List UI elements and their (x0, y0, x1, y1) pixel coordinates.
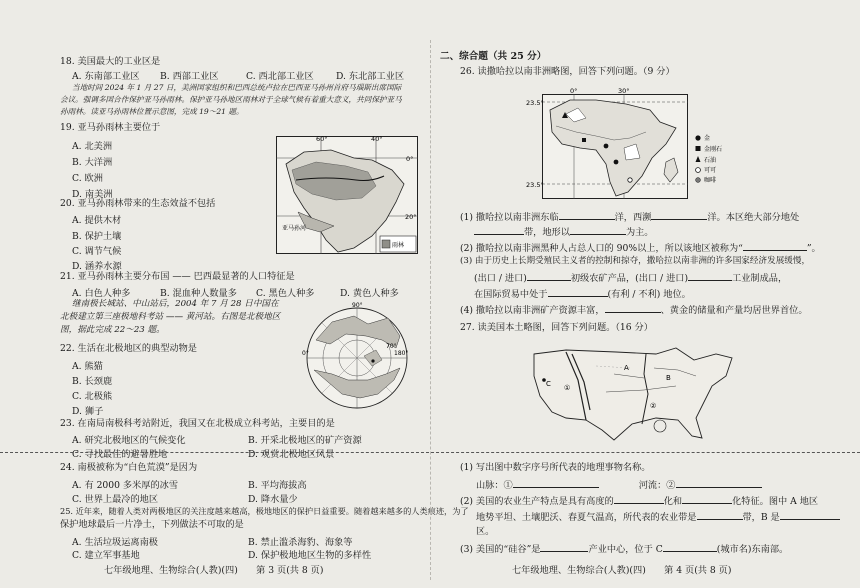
fold-cut-line (0, 452, 860, 453)
q22-option-d: D. 狮子 (72, 406, 104, 417)
q26-1-text-c: 洋。本区绝大部分地处 (707, 212, 800, 223)
q26-line2 (474, 225, 654, 238)
q21-option-d: D. 黄色人种多 (340, 288, 399, 299)
q26-2-text-a: (2) 撒哈拉以南非洲黑种人占总人口的 90%以上，所以该地区被称为“ (460, 243, 743, 254)
q27-2-blank-feature-2[interactable] (682, 494, 732, 504)
q18-stem: 18. 美国最大的工业区是 (60, 56, 161, 67)
q26-3-text-d: 在国际贸易中处于 (474, 289, 548, 300)
q18-option-b: B. 西部工业区 (160, 71, 219, 82)
us-map-label-b: B (666, 374, 671, 382)
q26-4-blank-mineral[interactable] (605, 303, 661, 313)
q21-option-b: B. 混血种人数量多 (160, 288, 237, 299)
q27-2-text-a: (2) 美国的农业生产特点是具有高度的 (460, 496, 614, 507)
q23-option-d: D. 观赏北极地区风景 (248, 449, 335, 460)
q26-line1 (460, 210, 799, 223)
q21-stem: 21. 亚马孙雨林主要分布国 —— 巴西最显著的人口特征是 (60, 271, 295, 282)
q26-4-text-b: 、黄金的储量和产量均居世界首位。 (660, 305, 808, 316)
sub-saharan-africa-map (526, 88, 752, 200)
q20-stem: 20. 亚马孙雨林带来的生态效益不包括 (60, 198, 216, 209)
q26-3-text-c: 工业制成品， (732, 273, 788, 284)
q27-2-blank-belt-a[interactable] (697, 510, 743, 520)
q27-2-text-c: 化特征。图中 A 地区 (732, 496, 819, 507)
us-map-label-c: C (546, 380, 551, 388)
us-map-label-a: A (624, 364, 629, 372)
q24-option-a: A. 有 2000 多米厚的冰雪 (72, 480, 179, 491)
amazon-map-lat-20: 20° (405, 213, 417, 221)
page-4-column (430, 0, 860, 588)
q25-option-c: C. 建立军事基地 (72, 550, 140, 561)
q20-option-b: B. 保护土壤 (72, 231, 122, 242)
q27-1-text-a: 山脉：① (476, 480, 513, 491)
q26-3-blank-primary[interactable] (527, 271, 571, 281)
us-map-river-2: ② (650, 402, 657, 410)
q25-option-b: B. 禁止滥杀海豹、海象等 (248, 537, 353, 548)
amazon-map-legend: 雨林 (392, 242, 405, 249)
q23-stem: 23. 在南局南极科考站附近，我国又在北极成立科考站，主要目的是 (60, 418, 335, 429)
q25-stem-line2: 保护地球最后一片净土，下列做法不可取的是 (60, 519, 244, 530)
arctic-polar-map (302, 300, 412, 412)
q26-3-blank-position[interactable] (548, 287, 608, 297)
q24-option-b: B. 平均海拔高 (248, 480, 307, 491)
q22-stem: 22. 生活在北极地区的典型动物是 (60, 343, 197, 354)
q26-3-text-e: (有利 / 不利) 地位。 (607, 289, 691, 300)
q26-1-blank-climate-zone[interactable] (474, 225, 524, 235)
q26-1-blank-ocean-west[interactable] (651, 210, 707, 220)
arctic-map-70: 70° (386, 343, 397, 350)
q26-4-text-a: (4) 撒哈拉以南非洲矿产资源丰富， (460, 305, 605, 316)
africa-map-lon-30: 30° (618, 88, 630, 95)
amazon-map-river-label: 亚马孙河 (282, 225, 307, 232)
legend-gold: 金 (704, 135, 711, 142)
amazon-map-lon-40: 40° (371, 136, 383, 143)
q23-option-b: B. 开采北极地区的矿产资源 (248, 435, 362, 446)
q25-option-a: A. 生活垃圾运离南极 (72, 537, 158, 548)
q27-line6 (460, 542, 788, 555)
q20-option-d: D. 涵养水源 (72, 261, 122, 272)
legend-cocoa: 可可 (704, 167, 717, 174)
passage-amazon-line3: 孙雨林。读亚马孙雨林位置示意图，完成 19～21 题。 (60, 107, 244, 116)
q21-option-a: A. 白色人种多 (72, 288, 131, 299)
q24-option-d: D. 降水量少 (248, 494, 298, 505)
legend-diamond: 金刚石 (704, 146, 723, 153)
amazon-map-lat-0: 0° (406, 155, 414, 163)
q27-line2 (476, 478, 762, 491)
passage-arctic-line1: 继南极长城站、中山站后，2004 年 7 月 28 日中国在 (72, 299, 279, 309)
q27-2-text-e: 带，B 是 (742, 512, 780, 523)
amazon-rainforest-map (276, 136, 418, 254)
q27-1-blank-mountain[interactable] (513, 478, 599, 488)
q19-option-c: C. 欧洲 (72, 173, 103, 184)
q25-stem-line1: 25. 近年来，随着人类对两极地区的关注度越来越高，极地地区的保护日益重要。随着越来越多的人类痕迹，为了 (60, 506, 469, 516)
page-4-footer: 七年级地理、生物综合(人教)(四) 第 4 页(共 8 页) (512, 565, 732, 576)
q18-option-d: D. 东北部工业区 (336, 71, 405, 82)
q19-option-d: D. 南美洲 (72, 189, 113, 200)
arctic-map-180: 180° (394, 350, 409, 357)
q27-2-text-b: 化和 (663, 496, 683, 507)
passage-arctic-line3: 图，据此完成 22～23 题。 (60, 325, 165, 335)
section-heading: 二、综合题（共 25 分） (440, 51, 547, 62)
q26-3-blank-industrial[interactable] (688, 271, 732, 281)
q27-stem: 27. 读美国本土略图，回答下列问题。（16 分） (460, 322, 653, 333)
q20-option-c: C. 调节气候 (72, 246, 122, 257)
legend-oil: 石油 (704, 157, 717, 164)
q27-3-blank-city[interactable] (663, 542, 717, 552)
q24-stem: 24. 南极被称为“白色荒漠”是因为 (60, 462, 198, 473)
q27-2-text-d: 地势平坦、土壤肥沃、春夏气温高，所代表的农业带是 (476, 512, 697, 523)
passage-amazon-line2: 会议。强调多国合作保护亚马孙雨林。保护亚马孙地区雨林对于全球气候有着重大意义，共同保护亚马 (60, 95, 402, 104)
q27-1-blank-river[interactable] (676, 478, 762, 488)
q26-line6 (474, 287, 691, 300)
amazon-map-lon-60: 60° (316, 136, 328, 143)
q27-3-text-a: (3) 美国的“硅谷”是 (460, 544, 541, 555)
q26-1-blank-ocean-east[interactable] (559, 210, 615, 220)
q26-1-text-d: 带，地形以 (524, 227, 570, 238)
africa-map-lon-0: 0° (570, 88, 578, 95)
q26-1-blank-landform[interactable] (570, 225, 626, 235)
legend-coffee: 咖啡 (704, 177, 717, 184)
africa-map-lat-south: 23.5° (526, 181, 544, 189)
q27-line1: (1) 写出图中数字序号所代表的地理事物名称。 (460, 462, 651, 473)
q21-option-c: C. 黑色人种多 (256, 288, 315, 299)
q26-1-text-a: (1) 撒哈拉以南非洲东临 (460, 212, 559, 223)
q25-option-d: D. 保护极地地区生物的多样性 (248, 550, 372, 561)
q23-option-c: C. 寻找最佳的避暑胜地 (72, 449, 168, 460)
q27-3-text-c: (城市名)东南部。 (716, 544, 789, 555)
q27-3-text-b: 产业中心，位于 C (588, 544, 663, 555)
q26-2-text-b: ”。 (806, 243, 821, 254)
q26-stem: 26. 读撒哈拉以南非洲略图，回答下列问题。（9 分） (460, 66, 675, 77)
passage-arctic-line2: 北极建立第三座极地科考站 —— 黄河站。右图是北极地区 (60, 312, 281, 322)
q19-option-b: B. 大洋洲 (72, 157, 113, 168)
africa-map-lat-north: 23.5° (526, 99, 544, 107)
q18-option-c: C. 西北部工业区 (246, 71, 314, 82)
us-map-mountain-1: ① (564, 384, 571, 392)
q26-line3 (460, 241, 821, 254)
q27-2-blank-belt-b[interactable] (780, 510, 840, 520)
arctic-map-0: 0° (302, 350, 309, 357)
passage-amazon-line1: 当地时间 2024 年 1 月 27 日，美洲国家组织和巴西总统卢拉在巴西亚马孙州首府马瑙斯出席国际 (72, 83, 402, 92)
q26-line4: (3) 由于历史上长期受殖民主义者的控制和掠夺，撒哈拉以南非洲的许多国家经济发展缓慢， (460, 256, 811, 266)
africa-map-legend (695, 134, 722, 184)
page-3-footer: 七年级地理、生物综合(人教)(四) 第 3 页(共 8 页) (104, 565, 324, 576)
q26-line7 (460, 303, 808, 316)
q26-3-text-b: 初级农矿产品，(出口 / 进口) (570, 273, 689, 284)
q19-stem: 19. 亚马孙雨林主要位于 (60, 122, 161, 133)
arctic-map-90: 90° (352, 302, 363, 309)
q24-option-c: C. 世界上最冷的地区 (72, 494, 159, 505)
q20-option-a: A. 提供木材 (72, 215, 122, 226)
q26-2-blank-continent-name[interactable] (743, 241, 807, 251)
q27-line3 (460, 494, 818, 507)
q27-2-blank-feature-1[interactable] (614, 494, 664, 504)
q26-1-text-b: 洋，西濒 (614, 212, 652, 223)
q27-3-blank-industry[interactable] (540, 542, 588, 552)
q19-option-a: A. 北美洲 (72, 141, 113, 152)
q18-option-a: A. 东南部工业区 (72, 71, 140, 82)
q27-1-text-b: 河流：② (638, 480, 676, 491)
q22-option-c: C. 北极熊 (72, 391, 113, 402)
q26-3-text-a: (出口 / 进口) (474, 273, 527, 284)
q22-option-b: B. 长颈鹿 (72, 376, 113, 387)
q23-option-a: A. 研究北极地区的气候变化 (72, 435, 186, 446)
q27-line4 (476, 510, 840, 523)
q27-line5: 区。 (476, 526, 495, 537)
q26-1-text-e: 为主。 (625, 227, 654, 238)
q26-line5 (474, 271, 787, 284)
us-mainland-map (526, 340, 752, 446)
q22-option-a: A. 熊猫 (72, 361, 103, 372)
